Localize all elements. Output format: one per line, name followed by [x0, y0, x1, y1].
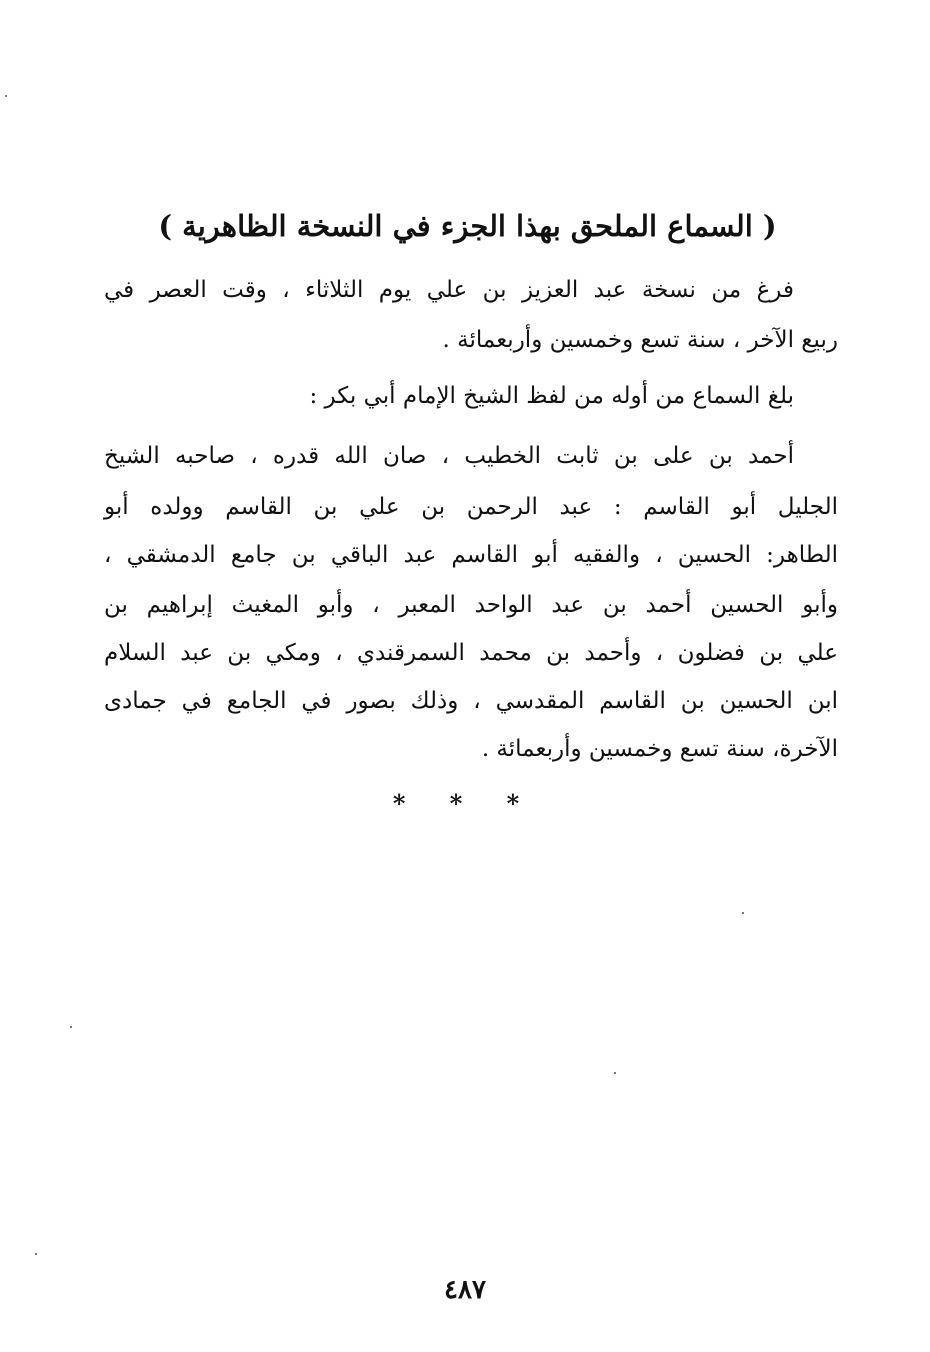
scan-speck: [742, 912, 744, 914]
paragraph-line: الجليل أبو القاسم : عبد الرحمن بن علي بن القاسم وولده أبو: [104, 494, 838, 520]
scan-speck: [614, 1072, 616, 1074]
scan-speck: [35, 1253, 37, 1255]
scan-speck: [5, 95, 7, 97]
section-separator: * * *: [392, 789, 538, 818]
paragraph-line: أحمد بن على بن ثابت الخطيب ، صان الله قدره ، صاحبه الشيخ: [104, 443, 794, 469]
paragraph-line: علي بن فضلون ، وأحمد بن محمد السمرقندي ، ومكي بن عبد السلام: [104, 640, 838, 666]
page-number: ٤٨٧: [444, 1275, 486, 1305]
paragraph-line: بلغ السماع من أوله من لفظ الشيخ الإمام أبي بكر :: [309, 383, 794, 409]
paragraph-line: فرغ من نسخة عبد العزيز بن علي يوم الثلاثاء ، وقت العصر في: [104, 277, 794, 303]
paragraph-line: ربيع الآخر ، سنة تسع وخمسين وأربعمائة .: [442, 327, 838, 353]
paragraph-line: وأبو الحسين أحمد بن عبد الواحد المعبر ، وأبو المغيث إبراهيم بن: [104, 592, 838, 618]
paragraph-line: ابن الحسين بن القاسم المقدسي ، وذلك بصور في الجامع في جمادى: [104, 688, 838, 714]
section-heading: ( السماع الملحق بهذا الجزء في النسخة الظاهرية ): [158, 209, 777, 243]
paragraph-line: الطاهر: الحسين ، والفقيه أبو القاسم عبد الباقي بن جامع الدمشقي ،: [104, 542, 838, 568]
paragraph-line: الآخرة، سنة تسع وخمسين وأربعمائة .: [481, 736, 838, 762]
scan-speck: [70, 1026, 72, 1028]
